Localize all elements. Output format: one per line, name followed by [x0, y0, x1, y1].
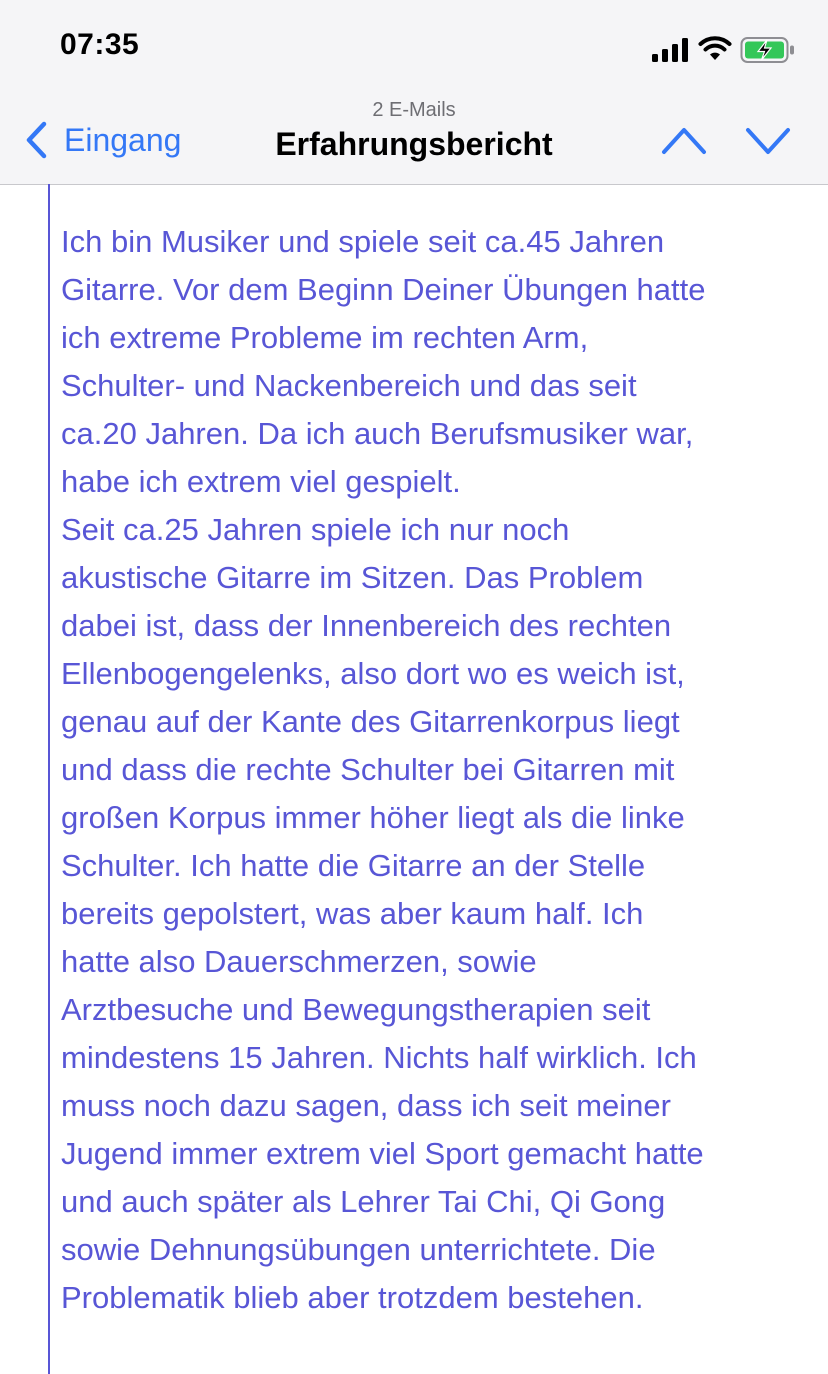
cellular-signal-icon [652, 38, 690, 62]
previous-message-button[interactable] [660, 122, 708, 158]
quote-bar [48, 184, 50, 1374]
status-time: 07:35 [60, 28, 140, 61]
message-body: Ich bin Musiker und spiele seit ca.45 Jahren Gitarre. Vor dem Beginn Deiner Übungen hatte ich extreme Probleme im rechten Arm, Schulter- und Nackenbereich und das seit ca.20 Jahren. Da ich auch Berufsmusiker war, habe ich extrem viel gespielt. Seit ca.25 Jahren spiele ich nur noch akustische Gitarre im Sitzen. Das Problem dabei ist, dass der Innenbereich des rechten Ellenbogengelenks, also dort wo es weich ist, genau auf der Kante des Gitarrenkorpus liegt und dass die rechte Schulter bei Gitarren mit großen Korpus immer höher liegt als die linke Schulter. Ich hatte die Gitarre an der Stelle bereits gepolstert, was aber kaum half. Ich hatte also Dauerschmerzen, sowie Arztbesuche und Bewegungstherapien seit mindestens 15 Jahren. Nichts half wirklich. Ich muss noch dazu sagen, dass ich seit meiner Jugend immer extrem viel Sport gemacht hatte und auch später als Lehrer Tai Chi, Qi Gong sowie Dehnungsübungen unterrichtete. Die Problematik blieb aber trotzdem bestehen. [61, 224, 706, 1315]
back-button[interactable] [24, 118, 181, 162]
back-button-label: Eingang [64, 121, 182, 158]
page-title: Erfahrungsbericht [275, 126, 553, 162]
nav-title-group [214, 96, 614, 164]
top-bar [0, 0, 828, 185]
message-count: 2 E-Mails [372, 99, 456, 121]
wifi-icon [698, 36, 732, 62]
chevron-left-icon [24, 120, 50, 160]
next-message-button[interactable] [744, 122, 792, 158]
battery-charging-icon [740, 36, 796, 64]
